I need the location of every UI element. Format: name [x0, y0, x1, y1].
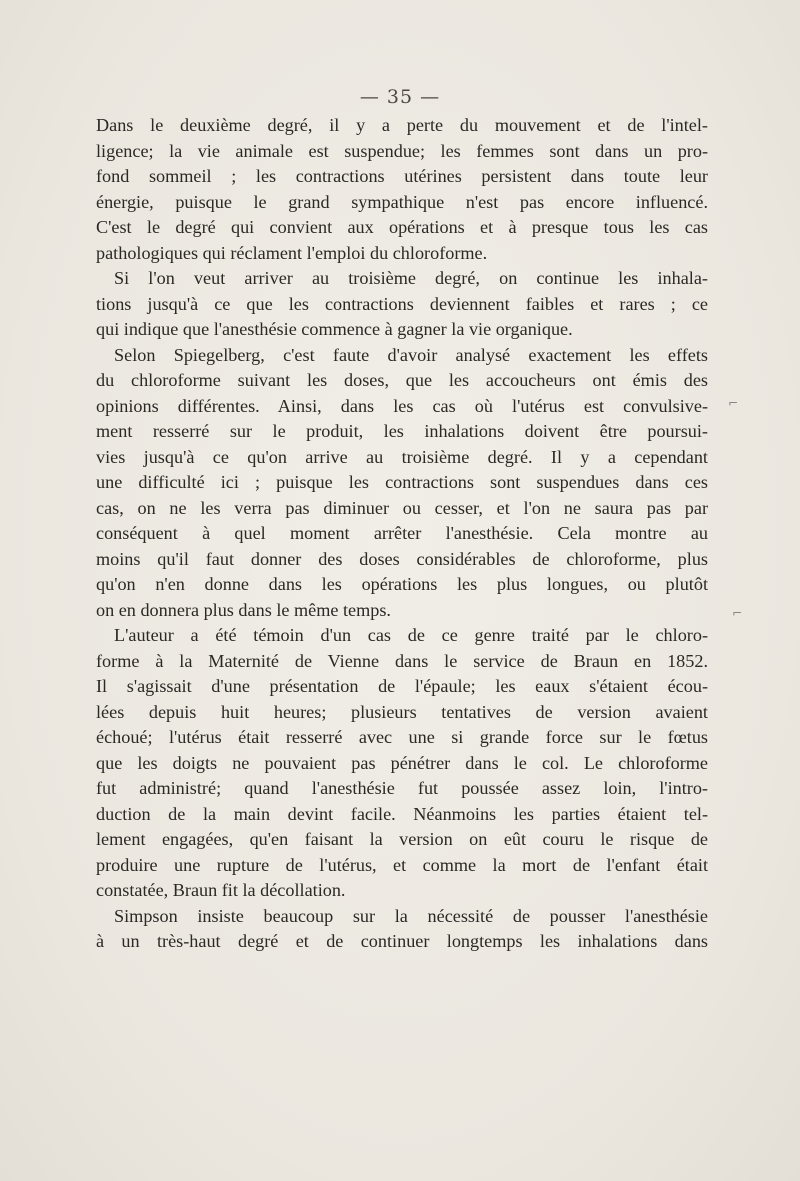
text-line: à un très-haut degré et de continuer longtemps les inhalations dans — [96, 931, 708, 951]
text-line: conséquent à quel moment arrêter l'anesthésie. Cela montre au — [96, 523, 708, 543]
text-line: duction de la main devint facile. Néanmoins les parties étaient tel- — [96, 803, 708, 824]
text-line: fond sommeil ; les contractions utérines persistent dans toute leur — [96, 166, 708, 186]
text-line: échoué; l'utérus était resserré avec une si grande force sur le fœtus — [96, 727, 708, 747]
text-line: lées depuis huit heures; plusieurs tentatives de version avaient — [96, 701, 708, 722]
body-text — [96, 113, 708, 955]
text-line: ligence; la vie animale est suspendue; les femmes sont dans un pro- — [96, 140, 708, 161]
text-line: Si l'on veut arriver au troisième degré, on continue les inhala- — [114, 268, 708, 288]
margin-mark: ⌐ — [728, 396, 739, 410]
text-line: produire une rupture de l'utérus, et comme la mort de l'enfant était — [96, 854, 708, 875]
text-line: Dans le deuxième degré, il y a perte du mouvement et de l'intel- — [96, 115, 708, 135]
text-line: on en donnera plus dans le même temps. — [96, 599, 391, 620]
text-line: tions jusqu'à ce que les contractions deviennent faibles et rares ; ce — [96, 293, 708, 314]
text-line: fut administré; quand l'anesthésie fut poussée assez loin, l'intro- — [96, 778, 708, 798]
text-line: L'auteur a été témoin d'un cas de ce genre traité par le chloro- — [114, 625, 708, 645]
page-number: — 35 — — [359, 86, 441, 108]
text-line: opinions différentes. Ainsi, dans les cas où l'utérus est convulsive- — [96, 395, 708, 416]
text-line: moins qu'il faut donner des doses considérables de chloroforme, plus — [96, 548, 708, 569]
text-line: forme à la Maternité de Vienne dans le service de Braun en 1852. — [96, 650, 708, 671]
text-line: C'est le degré qui convient aux opérations et à presque tous les cas — [96, 217, 708, 237]
text-line: qui indique que l'anesthésie commence à gagner la vie organique. — [96, 319, 573, 339]
text-line: pathologiques qui réclament l'emploi du chloroforme. — [96, 242, 488, 263]
text-line: Simpson insiste beaucoup sur la nécessité de pousser l'anesthésie — [114, 905, 708, 926]
text-line: lement engagées, qu'en faisant la version on eût couru le risque de — [96, 829, 708, 849]
text-line: ment resserré sur le produit, les inhalations doivent être poursui- — [96, 421, 708, 441]
text-line: qu'on n'en donne dans les opérations les plus longues, ou plutôt — [96, 574, 708, 594]
text-line: du chloroforme suivant les doses, que les accoucheurs ont émis des — [96, 370, 708, 390]
text-line: énergie, puisque le grand sympathique n'est pas encore influencé. — [96, 191, 708, 212]
text-line: constatée, Braun fit la décollation. — [96, 880, 346, 900]
text-line: Selon Spiegelberg, c'est faute d'avoir analysé exactement les effets — [114, 344, 708, 365]
text-line: vies jusqu'à ce qu'on arrive au troisième degré. Il y a cependant — [96, 446, 708, 467]
text-line: Il s'agissait d'une présentation de l'épaule; les eaux s'étaient écou- — [96, 676, 708, 696]
text-line: que les doigts ne pouvaient pas pénétrer dans le col. Le chloroforme — [96, 752, 708, 773]
text-line: cas, on ne les verra pas diminuer ou cesser, et l'on ne saura pas par — [96, 497, 708, 518]
margin-mark: ⌐ — [732, 606, 743, 620]
text-line: une difficulté ici ; puisque les contractions sont suspendues dans ces — [96, 472, 708, 492]
